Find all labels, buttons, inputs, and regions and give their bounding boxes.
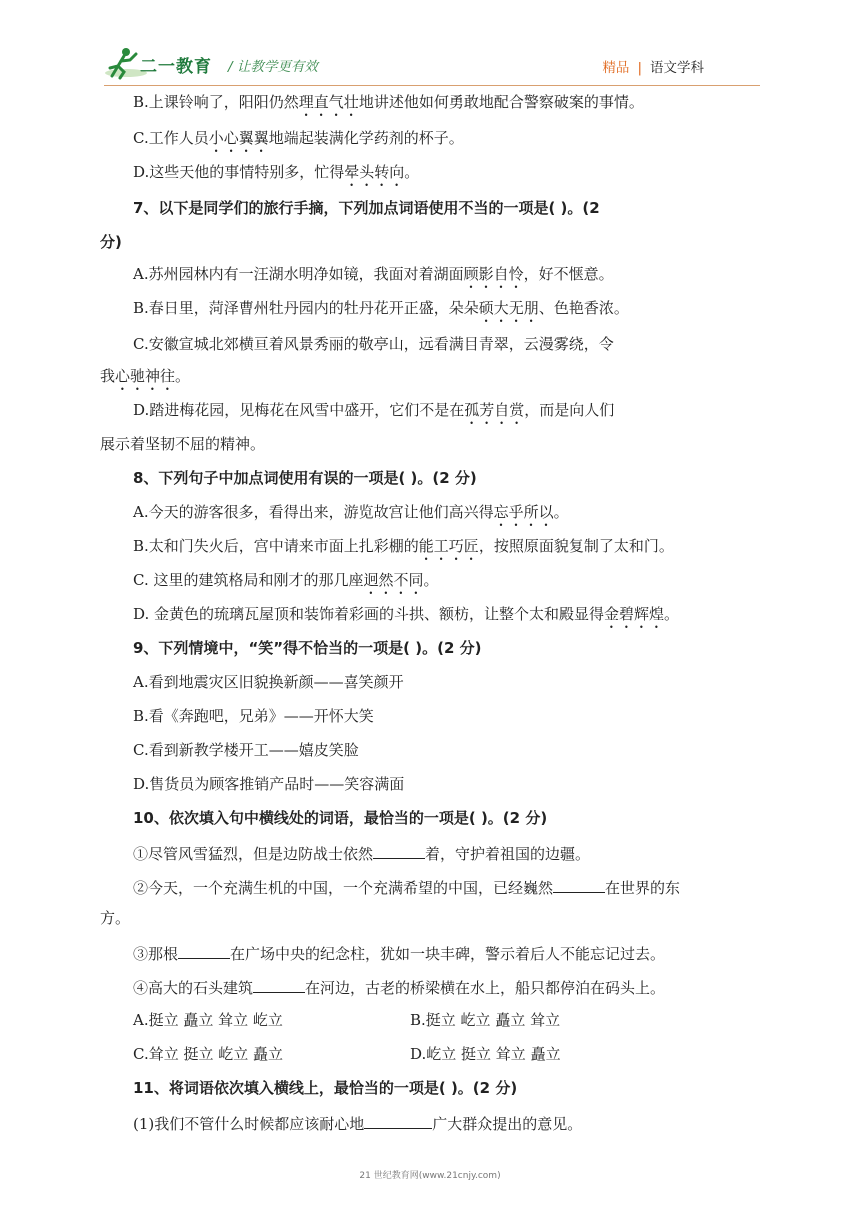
- q10-sentence-2: ②今天，一个充满生机的中国，一个充满希望的中国，已经巍然 在世界的东: [133, 876, 680, 898]
- q11-sentence-1: (1)我们不管什么时候都应该耐心地 广大群众提出的意见。: [133, 1112, 582, 1134]
- q7-option-d-cont: 展示着坚韧不屈的精神。: [100, 435, 266, 453]
- q10-stem: 10、依次填入句中横线处的词语，最恰当的一项是( )。(2 分): [133, 809, 548, 827]
- quality-label: 精品: [602, 60, 630, 76]
- q10-sentence-2-cont: 方。: [100, 909, 131, 927]
- q9-option-d: D.售货员为顾客推销产品时——笑容满面: [133, 775, 405, 793]
- q7-option-b: B.春日里，菏泽曹州牡丹园内的牡丹花开正盛，朵朵硕大无朋、色艳香浓。: [133, 299, 629, 317]
- q6-option-b: B.上课铃响了，阳阳仍然理直气壮地讲述他如何勇敢地配合警察破案的事情。: [133, 93, 644, 111]
- page-header: [0, 0, 860, 86]
- page-footer: 21 世纪教育网(www.21cnjy.com): [359, 1171, 501, 1181]
- header-divider: [104, 85, 760, 86]
- q10-option-d: D.屹立 挺立 耸立 矗立: [410, 1045, 561, 1063]
- q7-option-a: A.苏州园林内有一汪湖水明净如镜，我面对着湖面顾影自怜，好不惬意。: [133, 265, 614, 283]
- q6-option-c: C.工作人员小心翼翼地端起装满化学药剂的杯子。: [133, 129, 464, 147]
- q11-stem: 11、将词语依次填入横线上，最恰当的一项是( )。(2 分): [133, 1079, 518, 1097]
- slogan: / 让教学更有效: [228, 59, 318, 75]
- q8-option-a: A.今天的游客很多，看得出来，游览故宫让他们高兴得忘乎所以。: [133, 503, 569, 521]
- q8-option-d: D. 金黄色的琉璃瓦屋顶和装饰着彩画的斗拱、额枋，让整个太和殿显得金碧辉煌。: [133, 605, 680, 623]
- q10-option-c: C.耸立 挺立 屹立 矗立: [133, 1045, 284, 1063]
- q10-sentence-1: ①尽管风雪猛烈，但是边防战士依然 着，守护着祖国的边疆。: [133, 842, 590, 864]
- answer-blank: [364, 1112, 432, 1129]
- q7-option-c-cont: 我心驰神往。: [100, 367, 191, 385]
- q9-option-b: B.看《奔跑吧，兄弟》——开怀大笑: [133, 707, 374, 725]
- q9-stem: 9、下列情境中，“笑”得不恰当的一项是( )。(2 分): [133, 639, 482, 657]
- subject-label: 语文学科: [650, 60, 704, 76]
- answer-blank: [553, 876, 605, 893]
- logo-text: 二一教育: [140, 57, 212, 77]
- q7-stem: 7、以下是同学们的旅行手摘，下列加点词语使用不当的一项是( )。(2: [133, 199, 600, 217]
- q8-option-b: B.太和门失火后，宫中请来市面上扎彩棚的能工巧匠，按照原面貌复制了太和门。: [133, 537, 674, 555]
- q7-option-d: D.踏进梅花园，见梅花在风雪中盛开，它们不是在孤芳自赏，而是向人们: [133, 401, 615, 419]
- q10-sentence-3: ③那根 在广场中央的纪念柱，犹如一块丰碑，警示着后人不能忘记过去。: [133, 942, 665, 964]
- subject-tag: 精品 | 语文学科: [602, 60, 704, 76]
- q10-sentence-4: ④高大的石头建筑 在河边，古老的桥梁横在水上，船只都停泊在码头上。: [133, 976, 665, 998]
- q8-stem: 8、下列句子中加点词使用有误的一项是( )。(2 分): [133, 469, 477, 487]
- q7-stem-cont: 分): [100, 233, 122, 251]
- answer-blank: [178, 942, 230, 959]
- answer-blank: [253, 976, 305, 993]
- q6-option-d: D.这些天他的事情特别多，忙得晕头转向。: [133, 163, 420, 181]
- q9-option-a: A.看到地震灾区旧貌换新颜——喜笑颜开: [133, 673, 404, 691]
- q9-option-c: C.看到新教学楼开工——嬉皮笑脸: [133, 741, 359, 759]
- q10-option-a: A.挺立 矗立 耸立 屹立: [133, 1011, 283, 1029]
- q7-option-c: C.安徽宣城北郊横亘着风景秀丽的敬亭山，远看满目青翠，云漫雾绕，令: [133, 335, 614, 353]
- q10-option-b: B.挺立 屹立 矗立 耸立: [410, 1011, 561, 1029]
- answer-blank: [373, 842, 425, 859]
- q8-option-c: C. 这里的建筑格局和刚才的那几座迥然不同。: [133, 571, 439, 589]
